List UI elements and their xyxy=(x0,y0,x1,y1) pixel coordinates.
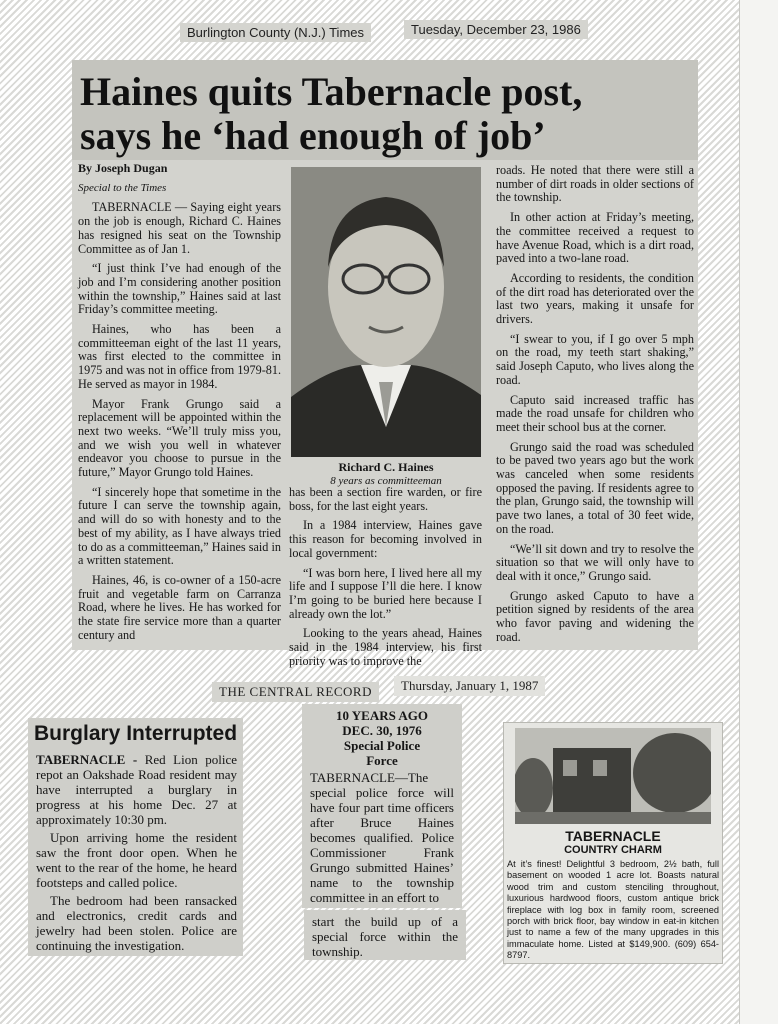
headline-line-1: Haines quits Tabernacle post, xyxy=(80,69,583,114)
ten-years-subhead-2: Force xyxy=(366,753,398,768)
page-edge xyxy=(739,0,778,1024)
paragraph: Looking to the years ahead, Haines said in the 1984 interview, his first priority was to improve the xyxy=(289,626,482,668)
paragraph-text: Red Lion police repot an Oakshade Road resident may have interrupted a burglary in progress at his home Dec. 27 at approximately 10:30 pm. xyxy=(36,752,237,827)
paragraph: In a 1984 interview, Haines gave this reason for becoming involved in local government: xyxy=(289,518,482,560)
ten-years-heading: 10 YEARS AGO xyxy=(336,708,428,723)
paragraph: In other action at Friday’s meeting, the committee received a request to have Avenue Road, which is a dirt road, paved into a two-lane road. xyxy=(496,210,694,266)
newspaper-name-tag: Burlington County (N.J.) Times xyxy=(180,23,371,42)
paragraph: Caputo said increased traffic has made the road unsafe for children who meet their school bus at the corner. xyxy=(496,392,694,434)
burglary-headline: Burglary Interrupted xyxy=(34,722,238,745)
article-column-2 xyxy=(289,486,482,674)
ten-years-continuation xyxy=(304,910,466,960)
photo-caption xyxy=(291,460,481,487)
article-date-tag: Tuesday, December 23, 1986 xyxy=(404,20,588,39)
ten-years-continuation-text: start the build up of a special force within the township. xyxy=(312,914,458,959)
headline-line-2: says he ‘had enough of job’ xyxy=(80,113,546,158)
ten-years-ago-clipping xyxy=(302,704,462,908)
house-illustration xyxy=(515,728,711,824)
paragraph: Haines, 46, is co-owner of a 150-acre fruit and vegetable farm on Carranza Road, where he lives. He has worked for the state fire service more than a quarter century and xyxy=(78,572,281,642)
paragraph: Upon arriving home the resident saw the front door open. When he went to the rear of the home, he heard footsteps and called police. xyxy=(36,830,237,890)
caption-subtitle: 8 years as committeeman xyxy=(330,475,442,487)
paragraph: According to residents, the condition of the dirt road has deteriorated over the last two years, making it unsafe for drivers. xyxy=(496,270,694,327)
burglary-clipping xyxy=(28,718,243,956)
paragraph: “We’ll sit down and try to resolve the situation so that we will only have to deal with it once,” Grungo said. xyxy=(496,541,694,583)
paragraph: The bedroom had been ransacked and electronics, credit cards and jewelry had been stolen. Police are continuing the investigation. xyxy=(36,893,237,953)
paragraph: Mayor Frank Grungo said a replacement will be appointed within the next two weeks. “We’ll truly miss you, and we wish you well in whatever endeavor you choose to pursue in the future,” Mayor Grungo told Haines. xyxy=(78,396,281,480)
portrait-photo xyxy=(291,167,481,457)
paragraph: “I was born here, I lived here all my life and I suppose I’ll die here. I know I’m going to be buried here because I already own the lot.” xyxy=(289,565,482,621)
paragraph: has been a section fire warden, or fire boss, for the last eight years. xyxy=(289,485,482,513)
newspaper-name-tag-2: THE CENTRAL RECORD xyxy=(212,682,379,702)
byline: By Joseph Dugan xyxy=(78,161,168,175)
house-photo xyxy=(515,728,711,824)
paragraph: “I sincerely hope that sometime in the future I can serve the township again, and will do so with honesty and to the best of my ability, as I have always tried to do as a committeeman,” Haines said in a written statement. xyxy=(78,484,281,568)
article-column-1 xyxy=(78,162,281,649)
paragraph: Grungo said the road was scheduled to be paved two years ago but the work was canceled when some residents opposed the paving. If residents agree to the plan, Grungo said, the township will pave two lanes, a total of 30 feet wide, on the road. xyxy=(496,439,694,536)
paragraph xyxy=(36,752,237,827)
ad-subtitle: COUNTRY CHARM xyxy=(564,844,662,856)
ten-years-date: DEC. 30, 1976 xyxy=(342,723,422,738)
article-column-3 xyxy=(496,164,694,651)
dateline: TABERNACLE - xyxy=(36,752,138,767)
paragraph: “I swear to you, if I go over 5 mph on the road, my teeth start shaking,” said Joseph Caputo, who lives along the road. xyxy=(496,331,694,387)
paragraph: Grungo asked Caputo to have a petition signed by residents of the area who favor paving and widening the road. xyxy=(496,588,694,644)
paragraph: TABERNACLE — Saying eight years on the job is enough, Richard C. Haines has resigned his seat on the Township Committee as of Jan 1. xyxy=(78,200,281,256)
paragraph: “I just think I’ve had enough of the job and I’m considering another position within the township,” Haines said at last Friday’s committee meeting. xyxy=(78,261,281,317)
ad-body: At it’s finest! Delightful 3 bedroom, 2½ bath, full basement on wooded 1 acre lot. Boasts natural wood trim and custom stenciling throughout, luxurious hardwood floors, custom antique brick fireplace with log box in family room, screened porch with brick floor, bay window in eat-in kitchen just to name a few of the many upgrades in this immaculate home. Listed at $149,900. (609) 654-8797. xyxy=(507,859,719,961)
caption-name: Richard C. Haines xyxy=(338,460,434,474)
paragraph: roads. He noted that there were still a number of dirt roads in older sections of the township. xyxy=(496,163,694,205)
burglary-body xyxy=(28,752,243,953)
portrait-illustration xyxy=(291,167,481,457)
paragraph: Haines, who has been a committeeman eight of the last 11 years, was first elected to the committee in 1975 and was not in office from 1979-81. He served as mayor in 1984. xyxy=(78,322,281,391)
ad-title: TABERNACLE xyxy=(565,828,661,844)
article-date-tag-2: Thursday, January 1, 1987 xyxy=(394,676,545,696)
byline-affiliation: Special to the Times xyxy=(78,181,167,194)
ten-years-body: TABERNACLE—The special police force will have four part time officers after Bruce Haines becomes qualified. Police Commissioner Frank Grungo submitted Haines’ name to the township committee in an effort to xyxy=(310,770,454,905)
ten-years-subhead-1: Special Police xyxy=(343,738,421,753)
ad-text-block xyxy=(507,828,719,962)
article-headline xyxy=(72,60,698,160)
